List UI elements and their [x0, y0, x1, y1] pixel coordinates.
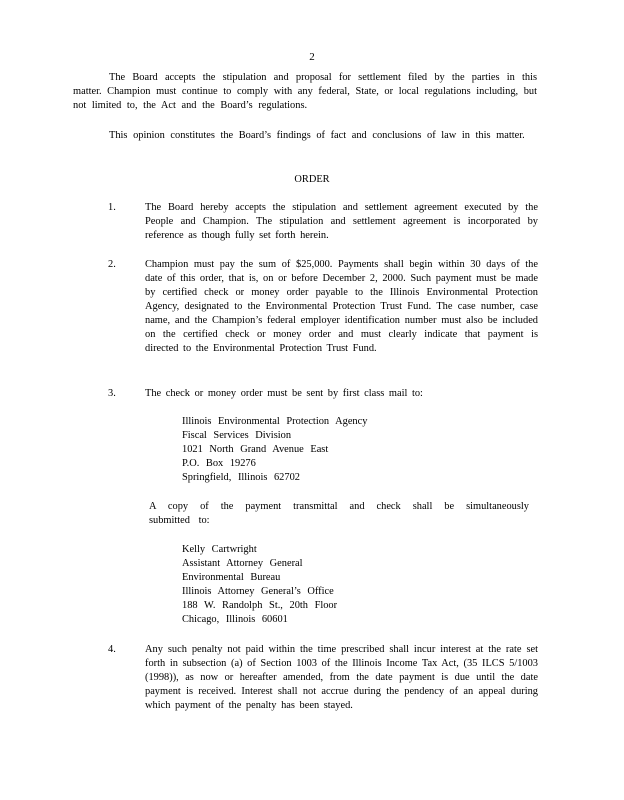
address-agency	[182, 415, 482, 485]
item-number: 3.	[108, 388, 116, 399]
item-text: The check or money order must be sent by first class mail to:	[145, 388, 423, 399]
item-number: 4.	[108, 644, 116, 655]
item-number: 1.	[108, 202, 116, 213]
order-heading: ORDER	[294, 174, 330, 185]
address-line: 1021 North Grand Avenue East	[182, 444, 329, 455]
paragraph-settlement: The Board accepts the stipulation and proposal for settlement filed by the parties in this matter. Champion must continue to comply with any federal, State, or local regulations including, but not limited to, the Act and the Board’s regulations.	[73, 72, 537, 111]
address-line: 188 W. Randolph St., 20th Floor	[182, 600, 338, 611]
item-number: 2.	[108, 259, 116, 270]
item-text: Champion must pay the sum of $25,000. Payments shall begin within 30 days of the date of this order, that is, on or before December 2, 2000. Such payment must be made by certified check or money order payable to the Illinois Environmental Protection Agency, designated to the Environmental Protection Trust Fund. The case number, case name, and the Champion’s federal employer identification number must also be included on the certified check or money order and must clearly indicate that payment is directed to the Environmental Protection Trust Fund.	[145, 259, 538, 354]
address-line: Fiscal Services Division	[182, 430, 292, 441]
address-line: Chicago, Illinois 60601	[182, 614, 288, 625]
address-line: Kelly Cartwright	[182, 544, 257, 555]
item-text: Any such penalty not paid within the time prescribed shall incur interest at the rate set forth in subsection (a) of Section 1003 of the Illinois Income Tax Act, (35 ILCS 5/1003 (1998)), as now or hereafter amended, from the date payment is due until the date payment is received. Interest shall not accrue during the pendency of an appeal during which payment of the penalty has been stayed.	[145, 644, 538, 711]
item-text: The Board hereby accepts the stipulation and settlement agreement executed by the People and Champion. The stipulation and settlement agreement is incorporated by reference as though fully set forth herein.	[145, 202, 538, 241]
address-line: P.O. Box 19276	[182, 458, 256, 469]
address-line: Springfield, Illinois 62702	[182, 472, 300, 483]
address-line: Illinois Attorney General’s Office	[182, 586, 334, 597]
copy-instruction: A copy of the payment transmittal and check shall be simultaneously submitted to:	[149, 501, 529, 526]
address-line: Environmental Bureau	[182, 572, 281, 583]
address-attorney	[182, 543, 482, 627]
paragraph-findings: This opinion constitutes the Board’s findings of fact and conclusions of law in this matter.	[109, 130, 525, 141]
address-line: Illinois Environmental Protection Agency	[182, 416, 368, 427]
address-line: Assistant Attorney General	[182, 558, 303, 569]
page-number: 2	[309, 51, 315, 63]
